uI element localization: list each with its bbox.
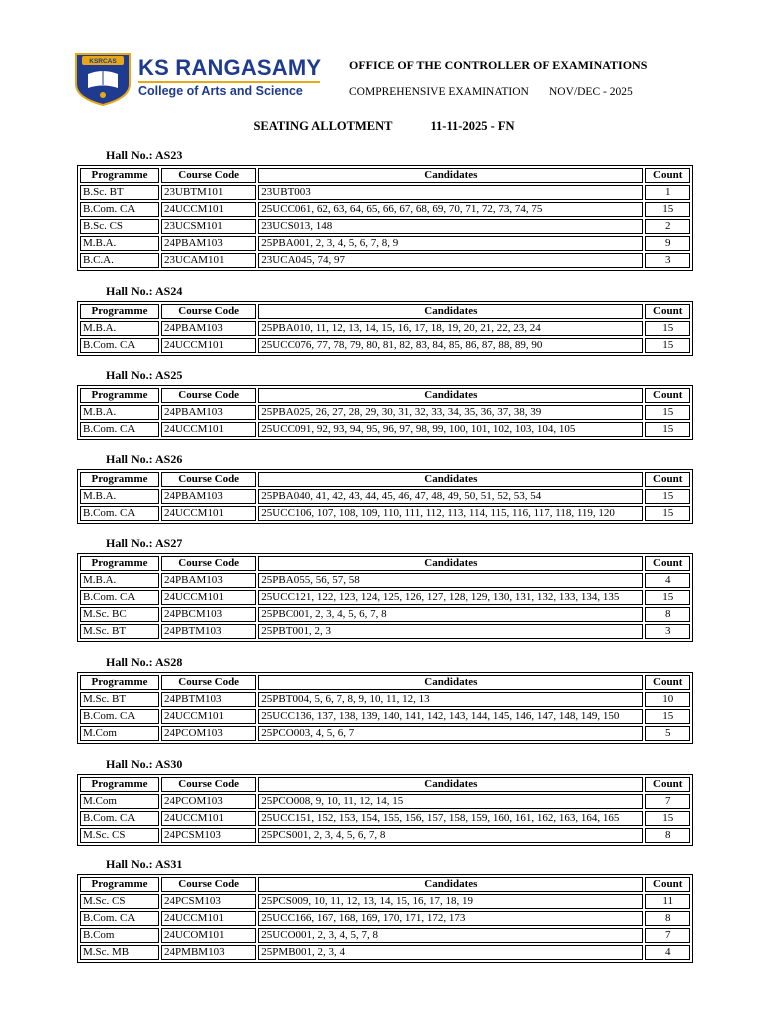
course-code-cell: 24UCCM101 bbox=[161, 590, 256, 605]
table-header-row bbox=[80, 675, 690, 690]
brand-subtitle: College of Arts and Science bbox=[138, 84, 303, 98]
candidates-cell: 25PBA025, 26, 27, 28, 29, 30, 31, 32, 33, 34, 35, 36, 37, 38, 39 bbox=[258, 405, 643, 420]
table-row bbox=[80, 794, 690, 809]
table-row bbox=[80, 709, 690, 724]
count-cell: 15 bbox=[645, 321, 690, 336]
candidates-cell: 25PBT004, 5, 6, 7, 8, 9, 10, 11, 12, 13 bbox=[258, 692, 643, 707]
count-cell: 8 bbox=[645, 828, 690, 843]
course-code-cell: 24PCSM103 bbox=[161, 894, 256, 909]
table-row bbox=[80, 253, 690, 268]
candidates-cell: 25UCC136, 137, 138, 139, 140, 141, 142, 143, 144, 145, 146, 147, 148, 149, 150 bbox=[258, 709, 643, 724]
column-header: Programme bbox=[80, 472, 159, 487]
table-row bbox=[80, 894, 690, 909]
column-header: Count bbox=[645, 388, 690, 403]
course-code-cell: 24PCOM103 bbox=[161, 794, 256, 809]
college-logo-icon bbox=[72, 52, 134, 106]
candidates-cell: 25PBA010, 11, 12, 13, 14, 15, 16, 17, 18, 19, 20, 21, 22, 23, 24 bbox=[258, 321, 643, 336]
candidates-cell: 25PMB001, 2, 3, 4 bbox=[258, 945, 643, 960]
table-row bbox=[80, 607, 690, 622]
course-code-cell: 23UBTM101 bbox=[161, 185, 256, 200]
column-header: Course Code bbox=[161, 675, 256, 690]
table-row bbox=[80, 590, 690, 605]
column-header: Programme bbox=[80, 168, 159, 183]
hall-label: Hall No.: AS28 bbox=[106, 655, 183, 669]
logo-text: KSRCAS bbox=[89, 58, 117, 65]
programme-cell: M.Sc. BT bbox=[80, 624, 159, 639]
course-code-cell: 24UCCM101 bbox=[161, 709, 256, 724]
table-row bbox=[80, 573, 690, 588]
allotment-table bbox=[77, 165, 693, 271]
programme-cell: B.Com. CA bbox=[80, 338, 159, 353]
course-code-cell: 24PBAM103 bbox=[161, 236, 256, 251]
column-header: Programme bbox=[80, 556, 159, 571]
count-cell: 9 bbox=[645, 236, 690, 251]
column-header: Count bbox=[645, 556, 690, 571]
column-header: Course Code bbox=[161, 304, 256, 319]
candidates-cell: 25PBA001, 2, 3, 4, 5, 6, 7, 8, 9 bbox=[258, 236, 643, 251]
count-cell: 7 bbox=[645, 794, 690, 809]
candidates-cell: 25PCO003, 4, 5, 6, 7 bbox=[258, 726, 643, 741]
count-cell: 5 bbox=[645, 726, 690, 741]
programme-cell: M.Sc. CS bbox=[80, 894, 159, 909]
programme-cell: B.Com bbox=[80, 928, 159, 943]
course-code-cell: 24UCCM101 bbox=[161, 911, 256, 926]
programme-cell: B.C.A. bbox=[80, 253, 159, 268]
table-row bbox=[80, 236, 690, 251]
candidates-cell: 25PCS009, 10, 11, 12, 13, 14, 15, 16, 17, 18, 19 bbox=[258, 894, 643, 909]
column-header: Candidates bbox=[258, 877, 643, 892]
count-cell: 1 bbox=[645, 185, 690, 200]
allotment-table bbox=[77, 301, 693, 356]
candidates-cell: 25UCO001, 2, 3, 4, 5, 7, 8 bbox=[258, 928, 643, 943]
column-header: Count bbox=[645, 877, 690, 892]
programme-cell: B.Com. CA bbox=[80, 811, 159, 826]
programme-cell: M.Com bbox=[80, 794, 159, 809]
table-row bbox=[80, 422, 690, 437]
candidates-cell: 25PBT001, 2, 3 bbox=[258, 624, 643, 639]
table-row bbox=[80, 489, 690, 504]
count-cell: 8 bbox=[645, 607, 690, 622]
table-row bbox=[80, 185, 690, 200]
candidates-cell: 23UCA045, 74, 97 bbox=[258, 253, 643, 268]
candidates-cell: 25UCC091, 92, 93, 94, 95, 96, 97, 98, 99, 100, 101, 102, 103, 104, 105 bbox=[258, 422, 643, 437]
candidates-cell: 25UCC061, 62, 63, 64, 65, 66, 67, 68, 69, 70, 71, 72, 73, 74, 75 bbox=[258, 202, 643, 217]
course-code-cell: 24UCCM101 bbox=[161, 811, 256, 826]
programme-cell: M.B.A. bbox=[80, 489, 159, 504]
table-header-row bbox=[80, 877, 690, 892]
count-cell: 8 bbox=[645, 911, 690, 926]
table-row bbox=[80, 321, 690, 336]
count-cell: 11 bbox=[645, 894, 690, 909]
column-header: Candidates bbox=[258, 675, 643, 690]
course-code-cell: 24PBAM103 bbox=[161, 321, 256, 336]
table-row bbox=[80, 219, 690, 234]
count-cell: 2 bbox=[645, 219, 690, 234]
count-cell: 3 bbox=[645, 624, 690, 639]
programme-cell: B.Com. CA bbox=[80, 506, 159, 521]
column-header: Course Code bbox=[161, 388, 256, 403]
count-cell: 15 bbox=[645, 338, 690, 353]
course-code-cell: 24PBAM103 bbox=[161, 405, 256, 420]
column-header: Count bbox=[645, 472, 690, 487]
candidates-cell: 25UCC076, 77, 78, 79, 80, 81, 82, 83, 84, 85, 86, 87, 88, 89, 90 bbox=[258, 338, 643, 353]
count-cell: 15 bbox=[645, 405, 690, 420]
column-header: Course Code bbox=[161, 472, 256, 487]
column-header: Candidates bbox=[258, 556, 643, 571]
seating-date: 11-11-2025 - FN bbox=[430, 119, 515, 133]
count-cell: 4 bbox=[645, 573, 690, 588]
hall-label: Hall No.: AS25 bbox=[106, 368, 183, 382]
count-cell: 15 bbox=[645, 590, 690, 605]
table-row bbox=[80, 928, 690, 943]
seating-allotment-heading bbox=[0, 119, 768, 134]
programme-cell: M.Sc. BT bbox=[80, 692, 159, 707]
candidates-cell: 23UCS013, 148 bbox=[258, 219, 643, 234]
programme-cell: M.B.A. bbox=[80, 321, 159, 336]
hall-label: Hall No.: AS23 bbox=[106, 148, 183, 162]
column-header: Count bbox=[645, 777, 690, 792]
table-header-row bbox=[80, 388, 690, 403]
column-header: Candidates bbox=[258, 472, 643, 487]
hall-label: Hall No.: AS31 bbox=[106, 857, 183, 871]
table-header-row bbox=[80, 472, 690, 487]
column-header: Programme bbox=[80, 675, 159, 690]
table-header-row bbox=[80, 556, 690, 571]
course-code-cell: 24PCSM103 bbox=[161, 828, 256, 843]
programme-cell: B.Sc. BT bbox=[80, 185, 159, 200]
column-header: Course Code bbox=[161, 556, 256, 571]
table-row bbox=[80, 828, 690, 843]
column-header: Programme bbox=[80, 304, 159, 319]
allotment-table bbox=[77, 469, 693, 524]
table-header-row bbox=[80, 304, 690, 319]
programme-cell: M.Sc. BC bbox=[80, 607, 159, 622]
count-cell: 4 bbox=[645, 945, 690, 960]
programme-cell: B.Com. CA bbox=[80, 422, 159, 437]
exam-session: NOV/DEC - 2025 bbox=[549, 86, 633, 98]
count-cell: 7 bbox=[645, 928, 690, 943]
course-code-cell: 23UCAM101 bbox=[161, 253, 256, 268]
count-cell: 3 bbox=[645, 253, 690, 268]
table-row bbox=[80, 692, 690, 707]
course-code-cell: 24PBAM103 bbox=[161, 573, 256, 588]
exam-name: COMPREHENSIVE EXAMINATION bbox=[349, 86, 529, 98]
candidates-cell: 25UCC121, 122, 123, 124, 125, 126, 127, 128, 129, 130, 131, 132, 133, 134, 135 bbox=[258, 590, 643, 605]
count-cell: 15 bbox=[645, 489, 690, 504]
candidates-cell: 25PBA055, 56, 57, 58 bbox=[258, 573, 643, 588]
seating-title: SEATING ALLOTMENT bbox=[253, 119, 393, 133]
programme-cell: M.B.A. bbox=[80, 573, 159, 588]
allotment-table bbox=[77, 553, 693, 642]
count-cell: 15 bbox=[645, 811, 690, 826]
course-code-cell: 24UCCM101 bbox=[161, 506, 256, 521]
candidates-cell: 25UCC151, 152, 153, 154, 155, 156, 157, 158, 159, 160, 161, 162, 163, 164, 165 bbox=[258, 811, 643, 826]
programme-cell: B.Sc. CS bbox=[80, 219, 159, 234]
candidates-cell: 25PCO008, 9, 10, 11, 12, 14, 15 bbox=[258, 794, 643, 809]
candidates-cell: 25PBA040, 41, 42, 43, 44, 45, 46, 47, 48, 49, 50, 51, 52, 53, 54 bbox=[258, 489, 643, 504]
column-header: Programme bbox=[80, 388, 159, 403]
course-code-cell: 24PBTM103 bbox=[161, 692, 256, 707]
table-row bbox=[80, 911, 690, 926]
column-header: Programme bbox=[80, 777, 159, 792]
column-header: Candidates bbox=[258, 304, 643, 319]
course-code-cell: 24PBCM103 bbox=[161, 607, 256, 622]
allotment-table bbox=[77, 385, 693, 440]
course-code-cell: 24PBTM103 bbox=[161, 624, 256, 639]
brand-underline bbox=[138, 81, 320, 83]
candidates-cell: 25PBC001, 2, 3, 4, 5, 6, 7, 8 bbox=[258, 607, 643, 622]
course-code-cell: 24PCOM103 bbox=[161, 726, 256, 741]
table-row bbox=[80, 202, 690, 217]
programme-cell: B.Com. CA bbox=[80, 202, 159, 217]
table-row bbox=[80, 945, 690, 960]
hall-label: Hall No.: AS24 bbox=[106, 284, 183, 298]
column-header: Candidates bbox=[258, 777, 643, 792]
column-header: Count bbox=[645, 304, 690, 319]
count-cell: 15 bbox=[645, 422, 690, 437]
table-row bbox=[80, 338, 690, 353]
count-cell: 15 bbox=[645, 506, 690, 521]
count-cell: 15 bbox=[645, 709, 690, 724]
programme-cell: B.Com. CA bbox=[80, 590, 159, 605]
column-header: Candidates bbox=[258, 168, 643, 183]
hall-label: Hall No.: AS27 bbox=[106, 536, 183, 550]
programme-cell: B.Com. CA bbox=[80, 911, 159, 926]
programme-cell: M.Sc. MB bbox=[80, 945, 159, 960]
count-cell: 15 bbox=[645, 202, 690, 217]
programme-cell: M.B.A. bbox=[80, 405, 159, 420]
table-header-row bbox=[80, 777, 690, 792]
column-header: Programme bbox=[80, 877, 159, 892]
course-code-cell: 24UCOM101 bbox=[161, 928, 256, 943]
programme-cell: M.Sc. CS bbox=[80, 828, 159, 843]
table-header-row bbox=[80, 168, 690, 183]
programme-cell: M.Com bbox=[80, 726, 159, 741]
count-cell: 10 bbox=[645, 692, 690, 707]
table-row bbox=[80, 726, 690, 741]
hall-label: Hall No.: AS30 bbox=[106, 757, 183, 771]
column-header: Candidates bbox=[258, 388, 643, 403]
candidates-cell: 25UCC166, 167, 168, 169, 170, 171, 172, 173 bbox=[258, 911, 643, 926]
course-code-cell: 24PMBM103 bbox=[161, 945, 256, 960]
column-header: Course Code bbox=[161, 777, 256, 792]
course-code-cell: 24PBAM103 bbox=[161, 489, 256, 504]
column-header: Course Code bbox=[161, 168, 256, 183]
table-row bbox=[80, 624, 690, 639]
allotment-table bbox=[77, 672, 693, 744]
course-code-cell: 23UCSM101 bbox=[161, 219, 256, 234]
hall-label: Hall No.: AS26 bbox=[106, 452, 183, 466]
table-row bbox=[80, 506, 690, 521]
course-code-cell: 24UCCM101 bbox=[161, 422, 256, 437]
programme-cell: B.Com. CA bbox=[80, 709, 159, 724]
document-header bbox=[0, 0, 768, 118]
candidates-cell: 25UCC106, 107, 108, 109, 110, 111, 112, 113, 114, 115, 116, 117, 118, 119, 120 bbox=[258, 506, 643, 521]
table-row bbox=[80, 811, 690, 826]
table-row bbox=[80, 405, 690, 420]
allotment-table bbox=[77, 874, 693, 963]
programme-cell: M.B.A. bbox=[80, 236, 159, 251]
column-header: Course Code bbox=[161, 877, 256, 892]
allotment-table bbox=[77, 774, 693, 846]
course-code-cell: 24UCCM101 bbox=[161, 338, 256, 353]
candidates-cell: 25PCS001, 2, 3, 4, 5, 6, 7, 8 bbox=[258, 828, 643, 843]
column-header: Count bbox=[645, 675, 690, 690]
office-title: OFFICE OF THE CONTROLLER OF EXAMINATIONS bbox=[349, 58, 648, 72]
column-header: Count bbox=[645, 168, 690, 183]
candidates-cell: 23UBT003 bbox=[258, 185, 643, 200]
course-code-cell: 24UCCM101 bbox=[161, 202, 256, 217]
brand-name: KS RANGASAMY bbox=[138, 55, 322, 80]
